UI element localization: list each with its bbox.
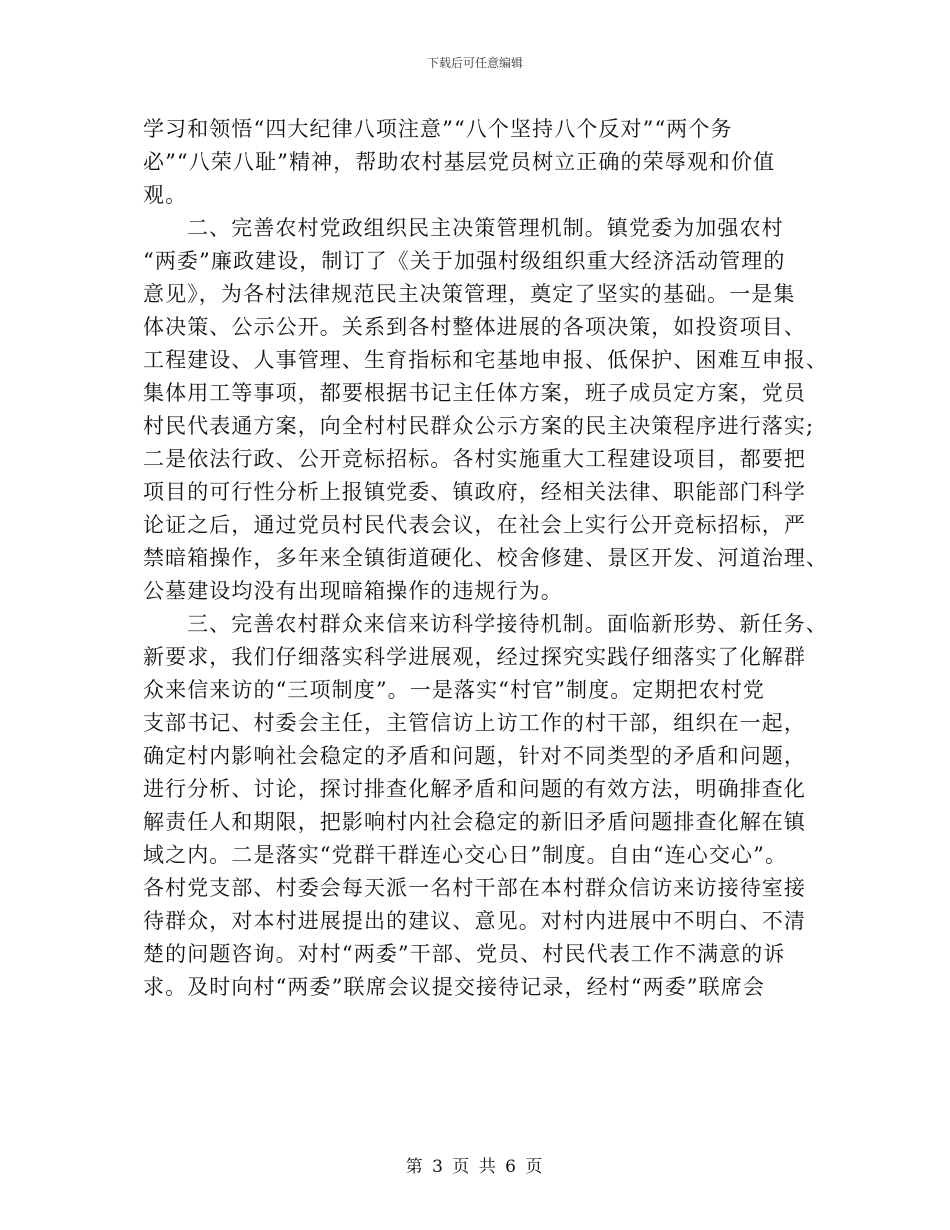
text-line: 解责任人和期限，把影响村内社会稳定的新旧矛盾问题排查化解在镇 [143, 810, 806, 834]
text-line: 公墓建设均没有出现暗箱操作的违规行为。 [143, 579, 563, 603]
text-line: 确定村内影响社会稳定的矛盾和问题，针对不同类型的矛盾和问题， [143, 744, 806, 768]
text-line: 二是依法行政、公开竞标招标。各村实施重大工程建设项目，都要把 [143, 447, 806, 471]
text-line: 众来信来访的“三项制度”。一是落实“村官”制度。定期把农村党 [143, 678, 765, 702]
text-line: 求。及时向村“两委”联席会议提交接待记录，经村“两委”联席会 [143, 975, 765, 999]
text-line: 禁暗箱操作，多年来全镇街道硬化、校舍修建、景区开发、河道治理、 [143, 546, 829, 570]
text-line: 观。 [143, 183, 188, 207]
text-line: 学习和领悟“四大纪律八项注意”“八个坚持八个反对”“两个务 [143, 117, 733, 141]
paragraph-start-line: 三、完善农村群众来信来访科学接待机制。面临新形势、新任务、 [187, 612, 828, 636]
text-line: 集体用工等事项，都要根据书记主任体方案，班子成员定方案，党员 [143, 381, 806, 405]
text-line: 意见》，为各村法律规范民主决策管理，奠定了坚实的基础。一是集 [143, 282, 796, 306]
text-line: 村民代表通方案，向全村村民群众公示方案的民主决策程序进行落实; [143, 414, 815, 438]
text-line: 项目的可行性分析上报镇党委、镇政府，经相关法律、职能部门科学 [143, 480, 806, 504]
text-line: “两委”廉政建设，制订了《关于加强村级组织重大经济活动管理的 [143, 249, 786, 273]
text-line: 新要求，我们仔细落实科学进展观，经过探究实践仔细落实了化解群 [143, 645, 806, 669]
text-line: 各村党支部、村委会每天派一名村干部在本村群众信访来访接待室接 [143, 876, 806, 900]
text-line: 体决策、公示公开。关系到各村整体进展的各项决策，如投资项目、 [143, 315, 806, 339]
text-line: 必”“八荣八耻”精神，帮助农村基层党员树立正确的荣辱观和价值 [143, 150, 776, 174]
document-body [143, 113, 829, 1004]
page-header: 下载后可任意编辑 [426, 56, 523, 70]
text-line: 论证之后，通过党员村民代表会议，在社会上实行公开竞标招标，严 [143, 513, 806, 537]
text-line: 支部书记、村委会主任，主管信访上访工作的村干部，组织在一起， [143, 711, 806, 735]
paragraph-start-line: 二、完善农村党政组织民主决策管理机制。镇党委为加强农村 [187, 216, 784, 240]
text-line: 工程建设、人事管理、生育指标和宅基地申报、低保护、困难互申报、 [143, 348, 829, 372]
text-line: 待群众，对本村进展提出的建议、意见。对村内进展中不明白、不清 [143, 909, 806, 933]
page-number: 第 3 页 共 6 页 [405, 1157, 545, 1177]
text-line: 域之内。二是落实“党群干群连心交心日”制度。自由“连心交心”。 [143, 843, 788, 867]
text-line: 进行分析、讨论，探讨排查化解矛盾和问题的有效方法，明确排查化 [143, 777, 806, 801]
text-line: 楚的问题咨询。对村“两委”干部、党员、村民代表工作不满意的诉 [143, 942, 786, 966]
